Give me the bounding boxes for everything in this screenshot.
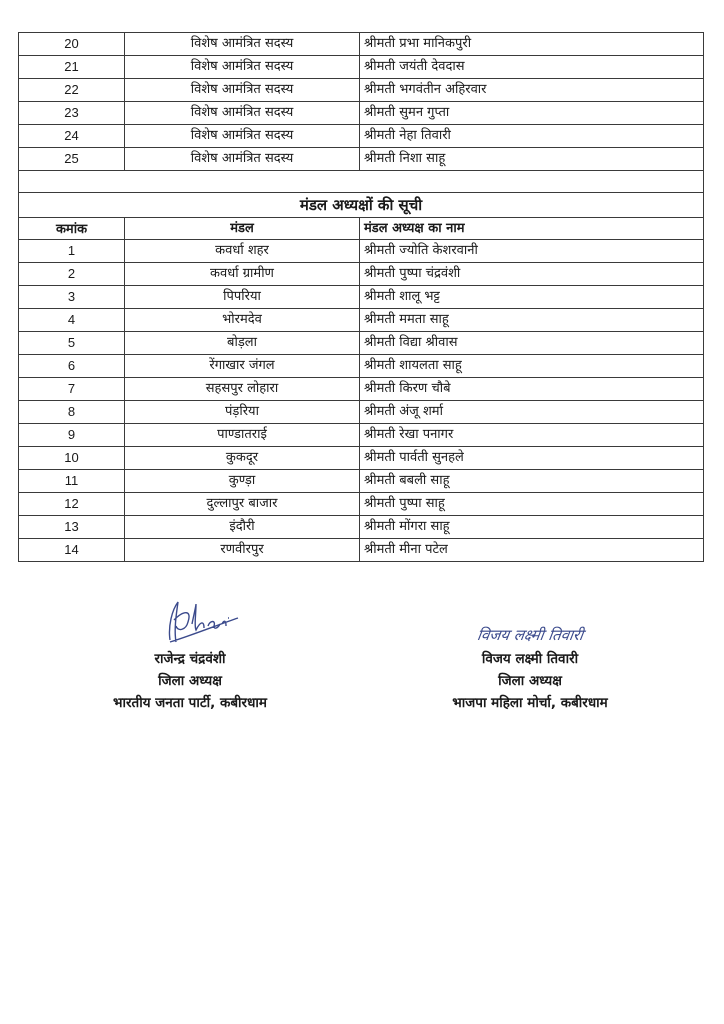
mandal-cell: पंड़रिया <box>125 401 360 424</box>
table-row <box>19 102 704 125</box>
post-cell: विशेष आमंत्रित सदस्य <box>125 56 360 79</box>
section-title: मंडल अध्यक्षों की सूची <box>19 193 704 218</box>
serial-cell: 20 <box>19 33 125 56</box>
post-cell: विशेष आमंत्रित सदस्य <box>125 148 360 171</box>
serial-cell: 9 <box>19 424 125 447</box>
serial-cell: 12 <box>19 493 125 516</box>
signatory-name-right: विजय लक्ष्मी तिवारी <box>481 651 579 667</box>
signature-scribble-icon <box>130 596 250 648</box>
table-row <box>19 470 704 493</box>
president-name-cell: श्रीमती पुष्पा साहू <box>360 493 704 516</box>
mandal-cell: बोड़ला <box>125 332 360 355</box>
table-row <box>19 447 704 470</box>
serial-cell: 8 <box>19 401 125 424</box>
serial-cell: 5 <box>19 332 125 355</box>
serial-cell: 4 <box>19 309 125 332</box>
president-name-cell: श्रीमती मीना पटेल <box>360 539 704 562</box>
members-table <box>18 32 704 562</box>
mandal-cell: पिपरिया <box>125 286 360 309</box>
handwritten-signature-right: विजय लक्ष्मी तिवारी <box>475 626 585 644</box>
table-row <box>19 378 704 401</box>
serial-cell: 14 <box>19 539 125 562</box>
serial-cell: 1 <box>19 240 125 263</box>
president-name-cell: श्रीमती ममता साहू <box>360 309 704 332</box>
signatory-org-left: भारतीय जनता पार्टी, कबीरधाम <box>113 695 267 711</box>
serial-cell: 24 <box>19 125 125 148</box>
table-row <box>19 33 704 56</box>
mandal-cell: इंदौरी <box>125 516 360 539</box>
member-name-cell: श्रीमती सुमन गुप्ता <box>360 102 704 125</box>
spacer-body <box>19 171 704 240</box>
section-title-row <box>19 193 704 218</box>
mandal-cell: कवर्धा ग्रामीण <box>125 263 360 286</box>
president-name-cell: श्रीमती बबली साहू <box>360 470 704 493</box>
serial-cell: 11 <box>19 470 125 493</box>
president-name-cell: श्रीमती पार्वती सुनहले <box>360 447 704 470</box>
mandal-cell: पाण्डातराई <box>125 424 360 447</box>
president-name-cell: श्रीमती शायलता साहू <box>360 355 704 378</box>
table-row <box>19 539 704 562</box>
serial-cell: 2 <box>19 263 125 286</box>
mandal-cell: कुण्ड़ा <box>125 470 360 493</box>
president-name-cell: श्रीमती पुष्पा चंद्रवंशी <box>360 263 704 286</box>
header-serial: कमांक <box>19 218 125 240</box>
mandal-presidents-body <box>19 240 704 562</box>
president-name-cell: श्रीमती रेखा पनागर <box>360 424 704 447</box>
table-row <box>19 148 704 171</box>
table-row <box>19 355 704 378</box>
mandal-cell: सहसपुर लोहारा <box>125 378 360 401</box>
table-row <box>19 263 704 286</box>
signatory-designation-right: जिला अध्यक्ष <box>498 673 562 689</box>
table-row <box>19 424 704 447</box>
member-name-cell: श्रीमती भगवंतीन अहिरवार <box>360 79 704 102</box>
table-row <box>19 516 704 539</box>
post-cell: विशेष आमंत्रित सदस्य <box>125 33 360 56</box>
post-cell: विशेष आमंत्रित सदस्य <box>125 125 360 148</box>
president-name-cell: श्रीमती शालू भट्ट <box>360 286 704 309</box>
president-name-cell: श्रीमती ज्योति केशरवानी <box>360 240 704 263</box>
mandal-cell: भोरमदेव <box>125 309 360 332</box>
member-name-cell: श्रीमती प्रभा मानिकपुरी <box>360 33 704 56</box>
table-row <box>19 125 704 148</box>
blank-row <box>19 171 704 193</box>
president-name-cell: श्रीमती मोंगरा साहू <box>360 516 704 539</box>
table-row <box>19 332 704 355</box>
member-name-cell: श्रीमती नेहा तिवारी <box>360 125 704 148</box>
post-cell: विशेष आमंत्रित सदस्य <box>125 102 360 125</box>
president-name-cell: श्रीमती विद्या श्रीवास <box>360 332 704 355</box>
serial-cell: 10 <box>19 447 125 470</box>
president-name-cell: श्रीमती अंजू शर्मा <box>360 401 704 424</box>
mandal-cell: रणवीरपुर <box>125 539 360 562</box>
member-name-cell: श्रीमती जयंती देवदास <box>360 56 704 79</box>
serial-cell: 13 <box>19 516 125 539</box>
table-row <box>19 240 704 263</box>
table-row <box>19 309 704 332</box>
table-row <box>19 56 704 79</box>
table-row <box>19 79 704 102</box>
serial-cell: 3 <box>19 286 125 309</box>
signature-block-left <box>60 596 320 714</box>
mandal-cell: रेंगाखार जंगल <box>125 355 360 378</box>
serial-cell: 7 <box>19 378 125 401</box>
signatory-name-left: राजेन्द्र चंद्रवंशी <box>154 651 226 667</box>
mandal-cell: कवर्धा शहर <box>125 240 360 263</box>
header-president-name: मंडल अध्यक्ष का नाम <box>360 218 704 240</box>
post-cell: विशेष आमंत्रित सदस्य <box>125 79 360 102</box>
signatory-org-right: भाजपा महिला मोर्चा, कबीरधाम <box>452 695 608 711</box>
mandal-cell: दुल्लापुर बाजार <box>125 493 360 516</box>
mandal-cell: कुकदूर <box>125 447 360 470</box>
table-row <box>19 401 704 424</box>
serial-cell: 25 <box>19 148 125 171</box>
header-row <box>19 218 704 240</box>
table-row <box>19 493 704 516</box>
serial-cell: 22 <box>19 79 125 102</box>
serial-cell: 23 <box>19 102 125 125</box>
serial-cell: 6 <box>19 355 125 378</box>
member-name-cell: श्रीमती निशा साहू <box>360 148 704 171</box>
header-mandal: मंडल <box>125 218 360 240</box>
table-row <box>19 286 704 309</box>
president-name-cell: श्रीमती किरण चौबे <box>360 378 704 401</box>
serial-cell: 21 <box>19 56 125 79</box>
signature-block-right <box>400 624 660 714</box>
special-members-body <box>19 33 704 171</box>
signatory-designation-left: जिला अध्यक्ष <box>158 673 222 689</box>
